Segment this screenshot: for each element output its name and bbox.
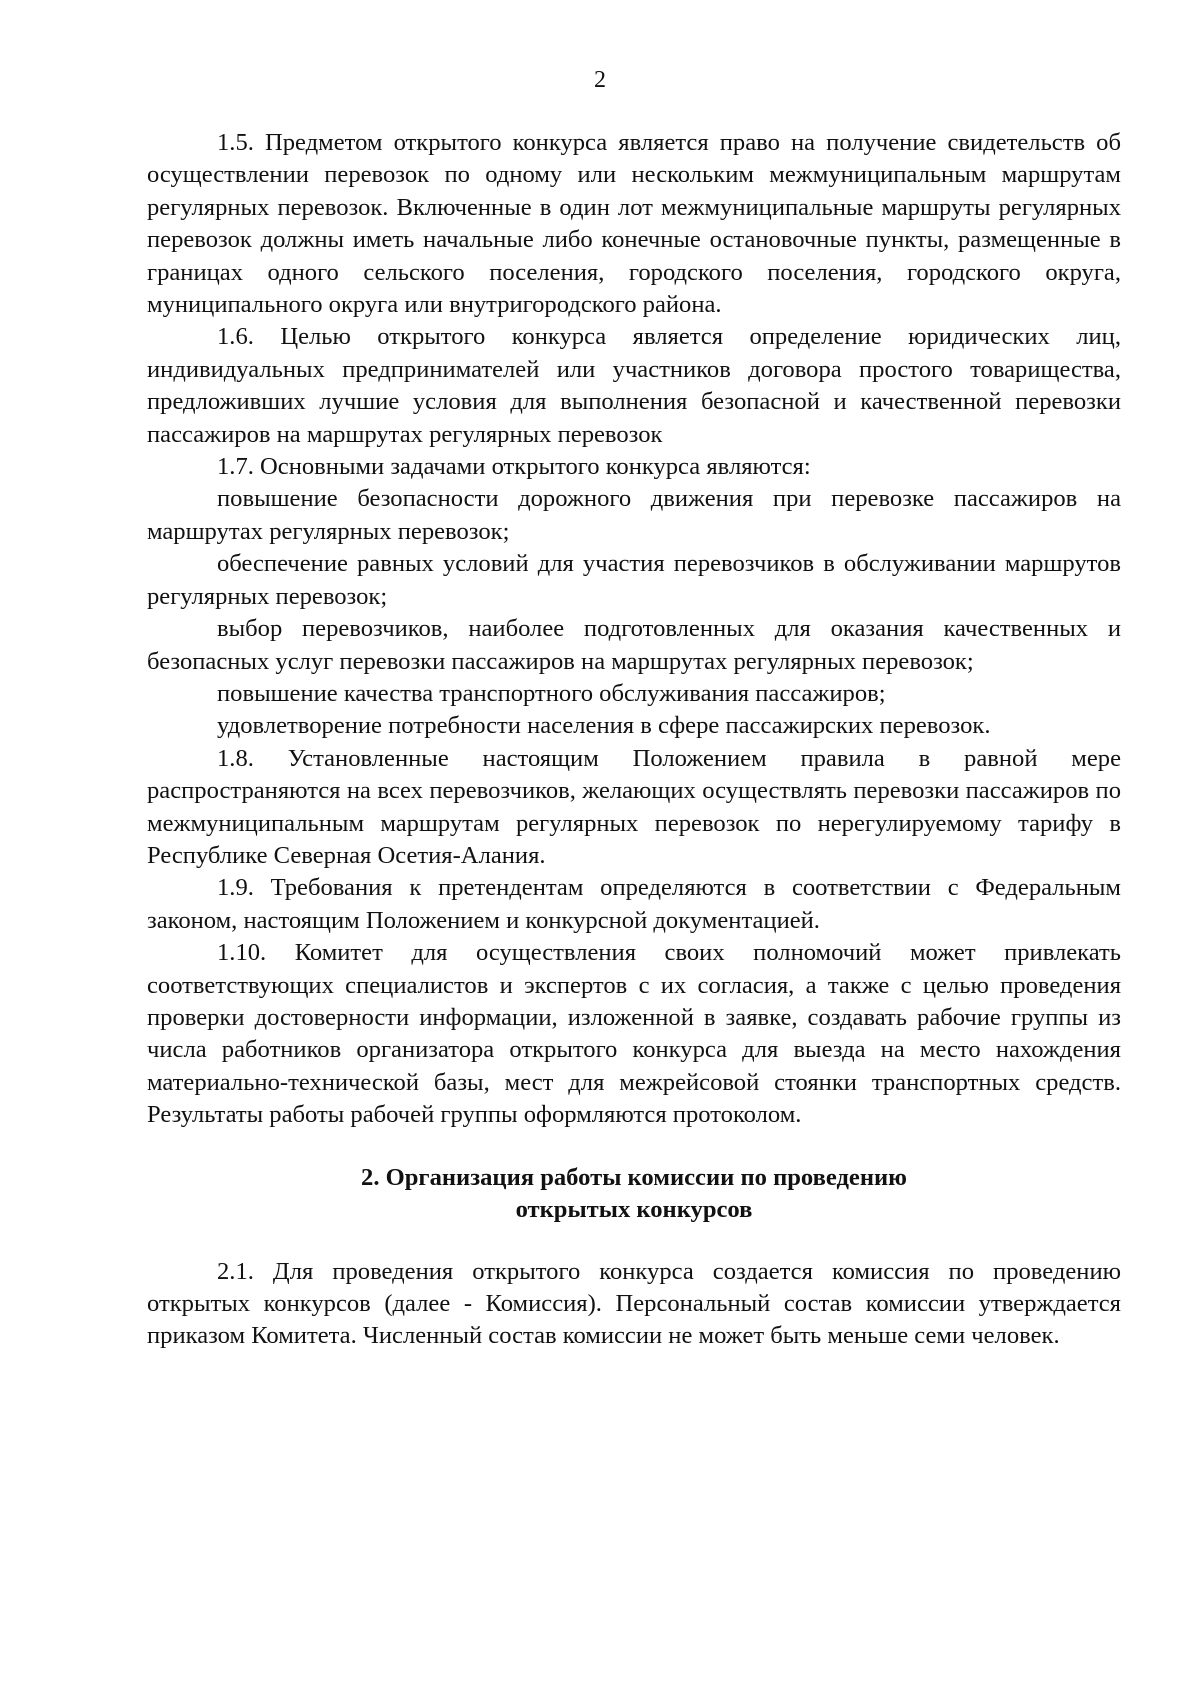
page-number: 2 [594,67,606,93]
paragraph-1-8: 1.8. Установленные настоящим Положением правила в равной мере распространяются на всех перевозчиков, желающих осуществлять перевозки пассажиров по межмуниципальным маршрутам регулярных перевозок по нерегулируемому тарифу в Республике Северная Осетия-Алания. [147,744,1121,869]
paragraph-1-7: 1.7. Основными задачами открытого конкурса являются: [217,453,811,481]
paragraph-1-5: 1.5. Предметом открытого конкурса является право на получение свидетельств об осуществлении перевозок по одному или нескольким межмуниципальным маршрутам регулярных перевозок. Включенные в один лот межмуниципальные маршруты регулярных перевозок должны иметь начальные либо конечные остановочные пункты, размещенные в границах одного сельского поселения, городского поселения, городского округа, муниципального округа или внутригородского района. [147,129,1121,319]
section-title-line-2: открытых конкурсов [515,1195,753,1223]
paragraph-1-10: 1.10. Комитет для осуществления своих полномочий может привлекать соответствующих специалистов и экспертов с их согласия, а также с целью проведения проверки достоверности информации, изложенной в заявке, создавать рабочие группы из числа работников организатора открытого конкурса для выезда на место нахождения материально-технической базы, мест для межрейсовой стоянки транспортных средств. Результаты работы рабочей группы оформляются протоколом. [147,939,1121,1129]
section-title [147,1162,1121,1226]
task-item-carrier-selection: выбор перевозчиков, наиболее подготовленных для оказания качественных и безопасных услуг перевозки пассажиров на маршрутах регулярных перевозок; [147,615,1121,675]
section-title-line-1: 2. Организация работы комиссии по проведению [361,1163,907,1191]
task-item-safety: повышение безопасности дорожного движения при перевозке пассажиров на маршрутах регулярных перевозок; [147,485,1121,545]
paragraph-1-6: 1.6. Целью открытого конкурса является определение юридических лиц, индивидуальных предпринимателей или участников договора простого товарищества, предложивших лучшие условия для выполнения безопасной и качественной перевозки пассажиров на маршрутах регулярных перевозок [147,323,1121,448]
task-item-service-quality: повышение качества транспортного обслуживания пассажиров; [217,679,886,707]
paragraph-2-1: 2.1. Для проведения открытого конкурса создается комиссия по проведению открытых конкурсов (далее - Комиссия). Персональный состав комиссии утверждается приказом Комитета. Численный состав комиссии не может быть меньше семи человек. [147,1257,1121,1350]
task-item-equal-conditions: обеспечение равных условий для участия перевозчиков в обслуживании маршрутов регулярных перевозок; [147,550,1121,610]
document-body [147,127,1121,1353]
task-item-population-needs: удовлетворение потребности населения в сфере пассажирских перевозок. [217,712,991,740]
paragraph-1-9: 1.9. Требования к претендентам определяются в соответствии с Федеральным законом, настоящим Положением и конкурсной документацией. [147,874,1121,934]
